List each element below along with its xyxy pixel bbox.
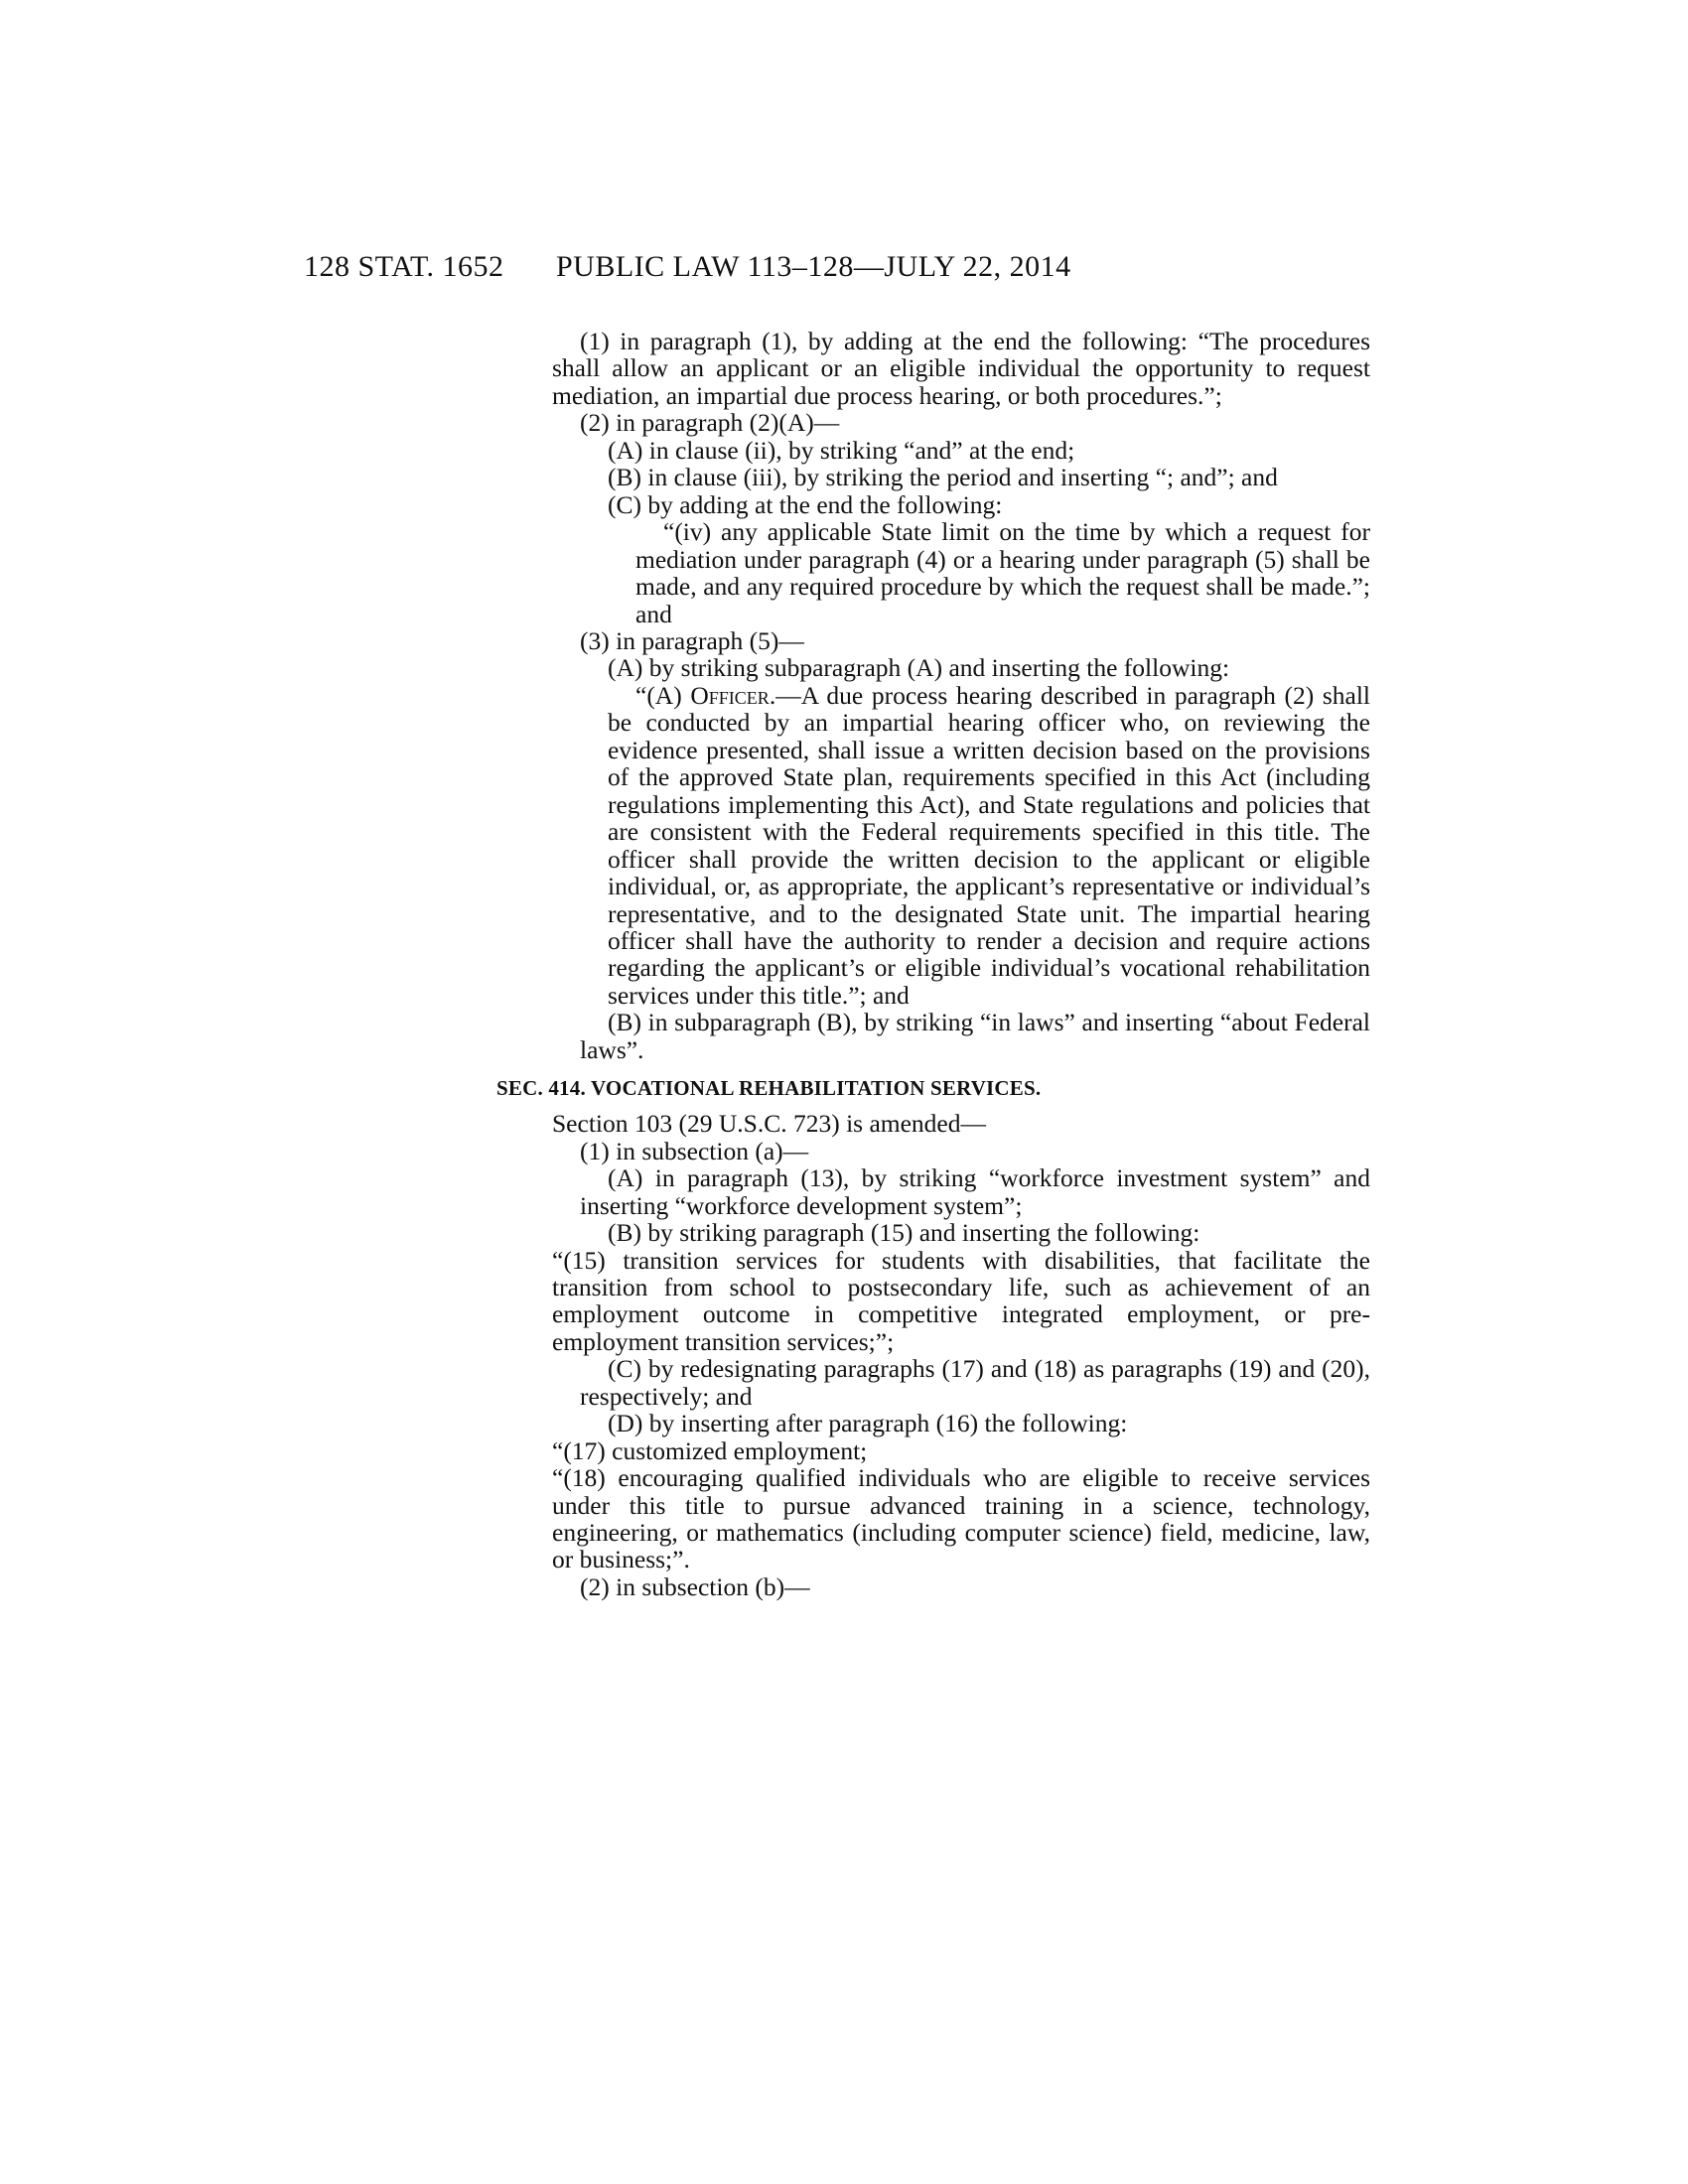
inserted-officer-subparagraph	[608, 682, 1370, 1009]
amendment-subparagraph-2b: (B) in clause (iii), by striking the period and inserting “; and”; and	[608, 463, 1278, 492]
inserted-paragraph-17: “(17) customized employment;	[552, 1435, 868, 1465]
inserted-paragraph-18: “(18) encouraging qualified individuals who are eligible to receive services under this title to pursue advanced training in a science, technology, engineering, or mathematics (including computer science) field, medicine, law, or business;”.	[552, 1463, 1370, 1574]
amendment-subparagraph-3b: (B) in subparagraph (B), by striking “in laws” and inserting “about Federal laws”.	[580, 1008, 1370, 1064]
statute-page-reference: 128 STAT. 1652	[304, 250, 504, 283]
amendment-paragraph-13: (A) in paragraph (13), by striking “workforce investment system” and inserting “workforce development system”;	[580, 1163, 1370, 1220]
amendment-subsection-a: (1) in subsection (a)—	[580, 1136, 809, 1165]
document-body	[0, 328, 1688, 1600]
officer-lead: “(A)	[635, 680, 691, 710]
amendment-paragraph-15-strike: (B) by striking paragraph (15) and inserting the following:	[608, 1218, 1200, 1248]
amendment-insertion-16: (D) by inserting after paragraph (16) the following:	[608, 1409, 1128, 1438]
running-header-title: PUBLIC LAW 113–128—JULY 22, 2014	[556, 250, 1071, 283]
inserted-paragraph-15: “(15) transition services for students with disabilities, that facilitate the transition from school to postsecondary life, such as achievement of an employment outcome in competitive integrated employment, or pre-employment transition services;”;	[552, 1245, 1370, 1356]
amendment-paragraph-2: (2) in paragraph (2)(A)—	[580, 408, 840, 438]
officer-term: Officer.	[690, 680, 776, 710]
amendment-redesignation: (C) by redesignating paragraphs (17) and (18) as paragraphs (19) and (20), respectively; and	[580, 1354, 1370, 1411]
amendment-subparagraph-2a: (A) in clause (ii), by striking “and” at the end;	[608, 435, 1075, 465]
section-heading: SEC. 414. VOCATIONAL REHABILITATION SERVICES.	[496, 1076, 1042, 1101]
amendment-subparagraph-2c: (C) by adding at the end the following:	[608, 489, 1003, 519]
amendment-paragraph-1: (1) in paragraph (1), by adding at the end the following: “The procedures shall allow an applicant or an eligible individual the opportunity to request mediation, an impartial due process hearing, or both procedures.”;	[552, 327, 1370, 410]
amendment-paragraph-3: (3) in paragraph (5)—	[580, 625, 804, 655]
amendment-subparagraph-3a: (A) by striking subparagraph (A) and inserting the following:	[608, 653, 1230, 683]
section-lead-in: Section 103 (29 U.S.C. 723) is amended—	[552, 1109, 986, 1139]
amendment-subsection-b: (2) in subsection (b)—	[580, 1571, 810, 1601]
officer-text: —A due process hearing described in paragraph (2) shall be conducted by an impartial hearing officer who, on reviewing the evidence presented, shall issue a written decision based on the provisions of the approved State plan, requirements specified in this Act (including regulations implementing this Act), and State regulations and policies that are consistent with the Federal requirements specified in this title. The officer shall provide the written decision to the applicant or eligible individual, or, as appropriate, the applicant’s representative or individual’s representative, and to the designated State unit. The impartial hearing officer shall have the authority to render a decision and require actions regarding the applicant’s or eligible individual’s vocational rehabilitation services under this title.”; and	[608, 680, 1371, 1010]
inserted-clause-iv: “(iv) any applicable State limit on the time by which a request for mediation under paragraph (4) or a hearing under paragraph (5) shall be made, and any required procedure by which the request shall be made.”; and	[635, 517, 1370, 628]
